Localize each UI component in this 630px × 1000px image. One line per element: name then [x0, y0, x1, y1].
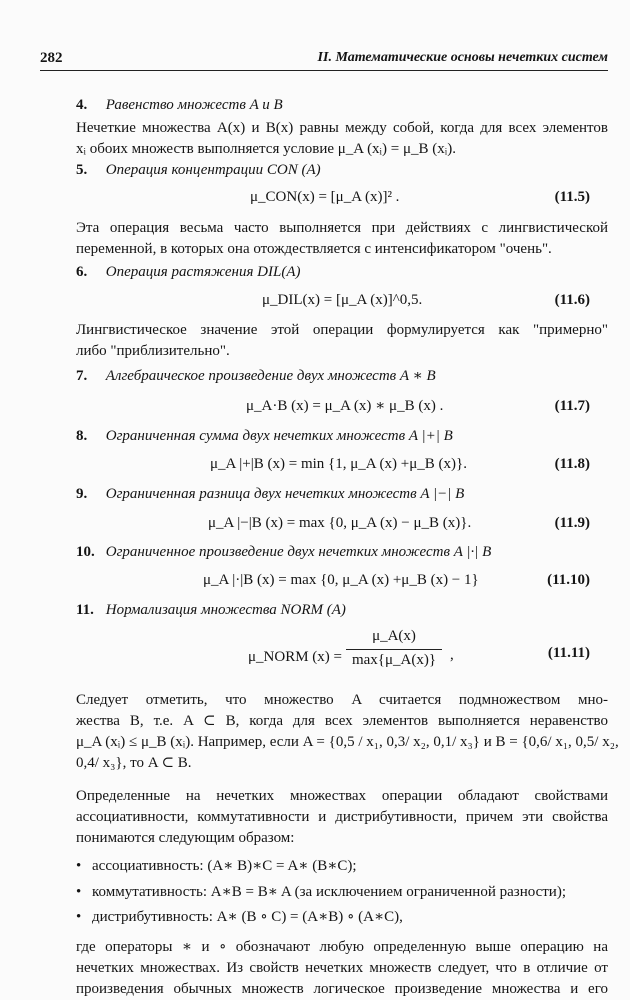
body-text: Лингвистическое значение этой операции формулируется как "примерно" — [76, 322, 608, 338]
list-item-7: 7. Алгебраическое произведение двух множеств A ∗ B — [76, 368, 436, 384]
bullet-icon: • — [76, 884, 82, 900]
formula-11-7: μ_A·B (x) = μ_A (x) ∗ μ_B (x) . — [246, 398, 444, 414]
list-item-5: 5. Операция концентрации CON (A) — [76, 162, 321, 178]
body-text: μ_A (xᵢ) ≤ μ_B (xᵢ). Например, если A = {0,5 / x₁, 0,3/ x₂, 0,1/ x₃} и B = {0,6/ x₁, 0,5/ x₂, — [76, 734, 619, 750]
equation-number: (11.8) — [554, 456, 590, 472]
formula-lhs: μ_NORM (x) = — [248, 649, 342, 665]
bullet-icon: • — [76, 909, 82, 925]
body-text: Следует отметить, что множество A считается подмножеством мно- — [76, 692, 608, 708]
item-title: Ограниченное произведение двух нечетких множеств A |·| B — [105, 544, 492, 560]
formula-11-5: μ_CON(x) = [μ_A (x)]² . — [250, 189, 400, 205]
page-number: 282 — [40, 50, 63, 66]
formula-11-10: μ_A |·|B (x) = max {0, μ_A (x) +μ_B (x) − 1} — [203, 572, 479, 588]
item-title: Операция растяжения DIL(A) — [105, 264, 301, 280]
running-title: II. Математические основы нечетких систем — [317, 50, 608, 65]
formula-11-6: μ_DIL(x) = [μ_A (x)]^0,5. — [262, 292, 423, 308]
item-title: Ограниченная сумма двух нечетких множеств A |+| B — [105, 428, 453, 444]
item-title: Ограниченная разница двух нечетких множеств A |−| B — [105, 486, 465, 502]
item-title: Операция концентрации CON (A) — [105, 162, 321, 178]
item-title: Алгебраическое произведение двух множеств A ∗ B — [105, 368, 436, 384]
body-text: где операторы ∗ и ∘ обозначают любую определенную выше операцию на — [76, 939, 608, 955]
bullet-item: • ассоциативность: (A∗ B)∗C = A∗ (B∗C); — [76, 858, 357, 874]
body-text: Эта операция весьма часто выполняется при действиях с лингвистической — [76, 220, 608, 236]
formula-comma: , — [450, 647, 454, 663]
fraction-numerator: μ_A(x) — [372, 628, 416, 644]
list-item-10: 10. Ограниченное произведение двух нечетких множеств A |·| B — [76, 544, 492, 560]
body-text: произведения обычных множеств логическое произведение множества и его — [76, 981, 608, 997]
bullet-item: • дистрибутивность: A∗ (B ∘ C) = (A∗B) ∘ (A∗C), — [76, 909, 403, 925]
bullet-item: • коммутативность: A∗B = B∗ A (за исключением ограниченной разности); — [76, 884, 567, 900]
list-item-8: 8. Ограниченная сумма двух нечетких множеств A |+| B — [76, 428, 453, 444]
body-text: нечетких множествах. Из свойств нечетких множеств следует, что в отличие от — [76, 960, 608, 976]
bullet-icon: • — [76, 858, 82, 874]
body-text: xᵢ обоих множеств выполняется условие μ_A (xᵢ) = μ_B (xᵢ). — [76, 141, 456, 157]
body-text: Определенные на нечетких множествах операции обладают свойствами — [76, 788, 608, 804]
equation-number: (11.9) — [554, 515, 590, 531]
fraction-bar — [346, 649, 442, 650]
list-item-11: 11. Нормализация множества NORM (A) — [76, 602, 346, 618]
body-text: Нечеткие множества A(x) и B(x) равны между собой, когда для всех элементов — [76, 120, 608, 136]
body-text: ассоциативности, коммутативности и дистрибутивности, причем эти свойства — [76, 809, 608, 825]
fraction-denominator: max{μ_A(x)} — [351, 652, 437, 668]
body-text: переменной, в которых она отождествляется с интенсификатором "очень". — [76, 241, 552, 257]
equation-number: (11.7) — [554, 398, 590, 414]
formula-11-8: μ_A |+|B (x) = min {1, μ_A (x) +μ_B (x)}. — [210, 456, 467, 472]
formula-11-9: μ_A |−|B (x) = max {0, μ_A (x) − μ_B (x)}. — [208, 515, 472, 531]
body-text: понимаются следующим образом: — [76, 830, 295, 846]
equation-number: (11.11) — [547, 645, 590, 661]
list-item-6: 6. Операция растяжения DIL(A) — [76, 264, 301, 280]
list-item-9: 9. Ограниченная разница двух нечетких множеств A |−| B — [76, 486, 465, 502]
body-text: 0,4/ x₃}, то A ⊂ B. — [76, 755, 192, 771]
equation-number: (11.10) — [547, 572, 590, 588]
page-header — [40, 48, 608, 71]
item-title: Нормализация множества NORM (A) — [105, 602, 346, 618]
body-text: жества B, т.е. A ⊂ B, когда для всех элементов выполняется неравенство — [76, 713, 608, 729]
body-text: либо "приблизительно". — [76, 343, 230, 359]
equation-number: (11.5) — [554, 189, 590, 205]
list-item-4: 4. Равенство множеств A и B — [76, 97, 283, 113]
item-title: Равенство множеств A и B — [105, 97, 283, 113]
equation-number: (11.6) — [554, 292, 590, 308]
